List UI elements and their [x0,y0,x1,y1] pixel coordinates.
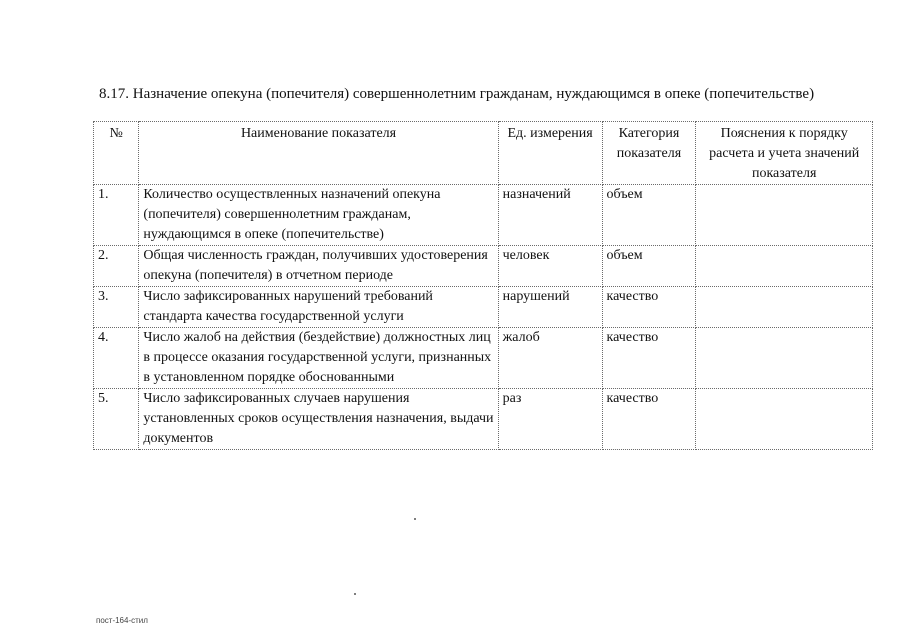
header-number: № [94,122,139,185]
row-category: качество [602,389,696,450]
row-unit: раз [498,389,602,450]
header-unit: Ед. измерения [498,122,602,185]
row-notes [696,185,873,246]
row-category: объем [602,246,696,287]
row-unit: человек [498,246,602,287]
row-number: 4. [94,328,139,389]
table-row [94,328,873,389]
scan-speck [354,593,356,595]
row-notes [696,389,873,450]
row-notes [696,328,873,389]
header-notes: Пояснения к порядку расчета и учета значений показателя [696,122,873,185]
row-number: 5. [94,389,139,450]
row-indicator-name: Число жалоб на действия (бездействие) должностных лиц в процессе оказания государственной услуги, признанных в установленном порядке обоснованными [139,328,498,389]
footer-code: пост-164-стил [96,616,148,625]
row-indicator-name: Общая численность граждан, получивших удостоверения опекуна (попечителя) в отчетном периоде [139,246,498,287]
row-indicator-name: Число зафиксированных случаев нарушения установленных сроков осуществления назначения, выдачи документов [139,389,498,450]
table-row [94,389,873,450]
row-category: качество [602,287,696,328]
scan-speck [414,518,416,520]
row-notes [696,287,873,328]
row-number: 2. [94,246,139,287]
row-unit: нарушений [498,287,602,328]
header-category: Категория показателя [602,122,696,185]
header-indicator-name: Наименование показателя [139,122,498,185]
row-category: объем [602,185,696,246]
row-unit: назначений [498,185,602,246]
row-number: 1. [94,185,139,246]
table-row [94,185,873,246]
table-row [94,246,873,287]
row-indicator-name: Число зафиксированных нарушений требований стандарта качества государственной услуги [139,287,498,328]
row-unit: жалоб [498,328,602,389]
table-row [94,287,873,328]
section-title: 8.17. Назначение опекуна (попечителя) совершеннолетним гражданам, нуждающимся в опеке (попечительстве) [99,86,815,102]
row-category: качество [602,328,696,389]
indicators-table [93,121,873,450]
row-notes [696,246,873,287]
table-header-row [94,122,873,185]
row-number: 3. [94,287,139,328]
row-indicator-name: Количество осуществленных назначений опекуна (попечителя) совершеннолетним гражданам, нуждающимся в опеке (попечительстве) [139,185,498,246]
